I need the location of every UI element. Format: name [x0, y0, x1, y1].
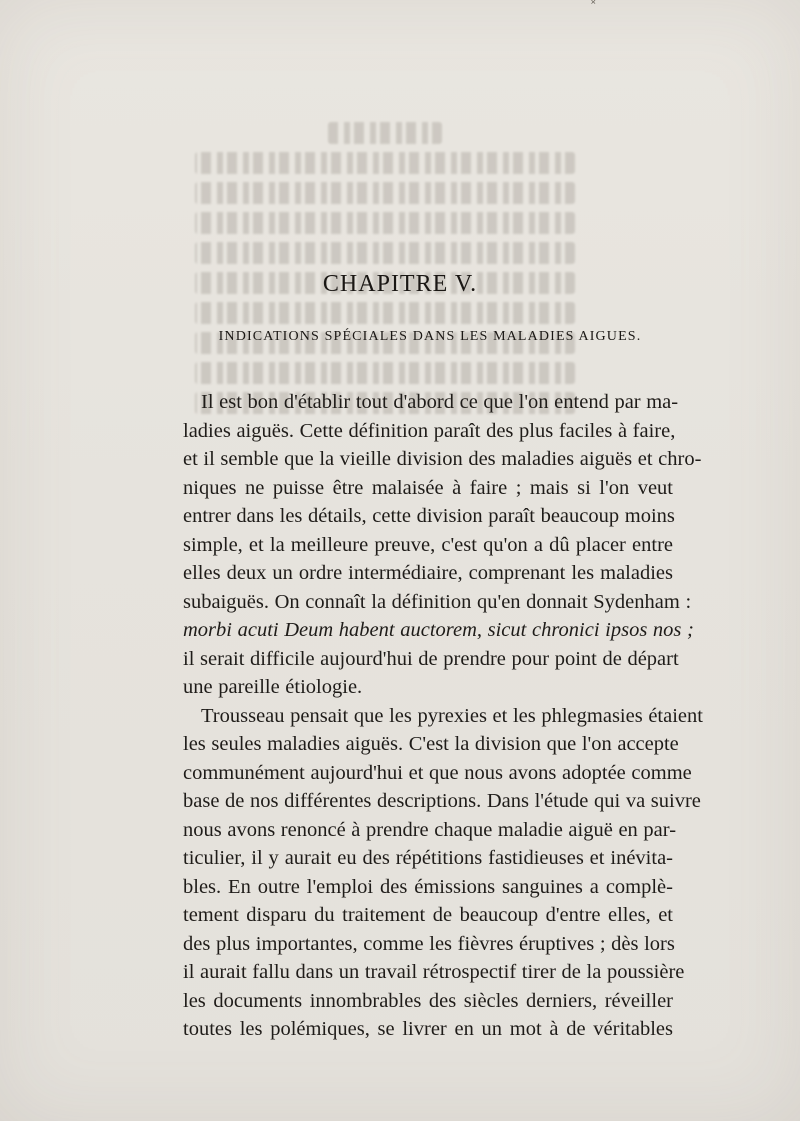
text-line: ladies aiguës. Cette définition paraît des plus faciles à faire, — [183, 419, 676, 442]
body-text — [183, 388, 703, 1044]
text-line: Trousseau pensait que les pyrexies et les phlegmasies étaient — [201, 704, 703, 727]
text-line: nous avons renoncé à prendre chaque maladie aiguë en par- — [183, 818, 677, 841]
text-line: subaiguës. On connaît la définition qu'en donnait Sydenham : — [183, 590, 692, 613]
latin-quote-line — [183, 616, 694, 645]
section-title: INDICATIONS SPÉCIALES DANS LES MALADIES AIGUES. — [218, 329, 642, 344]
text-line: simple, et la meilleure preuve, c'est qu'on a dû placer entre — [183, 533, 673, 556]
latin-quote: morbi acuti Deum habent auctorem, sicut chronici ipsos nos ; — [183, 619, 694, 641]
text-line: il serait difficile aujourd'hui de prendre pour point de départ — [183, 647, 679, 670]
text-line: base de nos différentes descriptions. Dans l'étude qui va suivre — [183, 790, 701, 812]
text-line: ticulier, il y aurait eu des répétitions fastidieuses et inévita- — [183, 847, 673, 869]
text-line: il aurait fallu dans un travail rétrospectif tirer de la poussière — [183, 961, 685, 983]
paragraph-2 — [183, 702, 703, 1044]
text-line: entrer dans les détails, cette division paraît beaucoup moins — [183, 505, 675, 527]
text-line: les seules maladies aiguës. C'est la division que l'on accepte — [183, 733, 679, 755]
corner-mark: ˟ — [591, 0, 596, 11]
text-line: tement disparu du traitement de beaucoup d'entre elles, et — [183, 904, 673, 926]
text-line: Il est bon d'établir tout d'abord ce que l'on entend par ma- — [201, 391, 679, 413]
text-line: et il semble que la vieille division des maladies aiguës et chro- — [183, 448, 702, 470]
text-line: des plus importantes, comme les fièvres éruptives ; dès lors — [183, 932, 675, 955]
text-line: communément aujourd'hui et que nous avons adoptée comme — [183, 761, 692, 784]
text-line: niques ne puisse être malaisée à faire ; mais si l'on veut — [183, 476, 673, 499]
text-line: elles deux un ordre intermédiaire, comprenant les maladies — [183, 562, 673, 584]
paragraph-1 — [183, 388, 702, 702]
text-line: une pareille étiologie. — [183, 676, 363, 698]
text-line: toutes les polémiques, se livrer en un mot à de véritables — [183, 1018, 673, 1040]
text-line: les documents innombrables des siècles derniers, réveiller — [183, 989, 673, 1012]
text-line: bles. En outre l'emploi des émissions sanguines a complè- — [183, 875, 673, 898]
chapter-title: CHAPITRE V. — [322, 271, 478, 297]
